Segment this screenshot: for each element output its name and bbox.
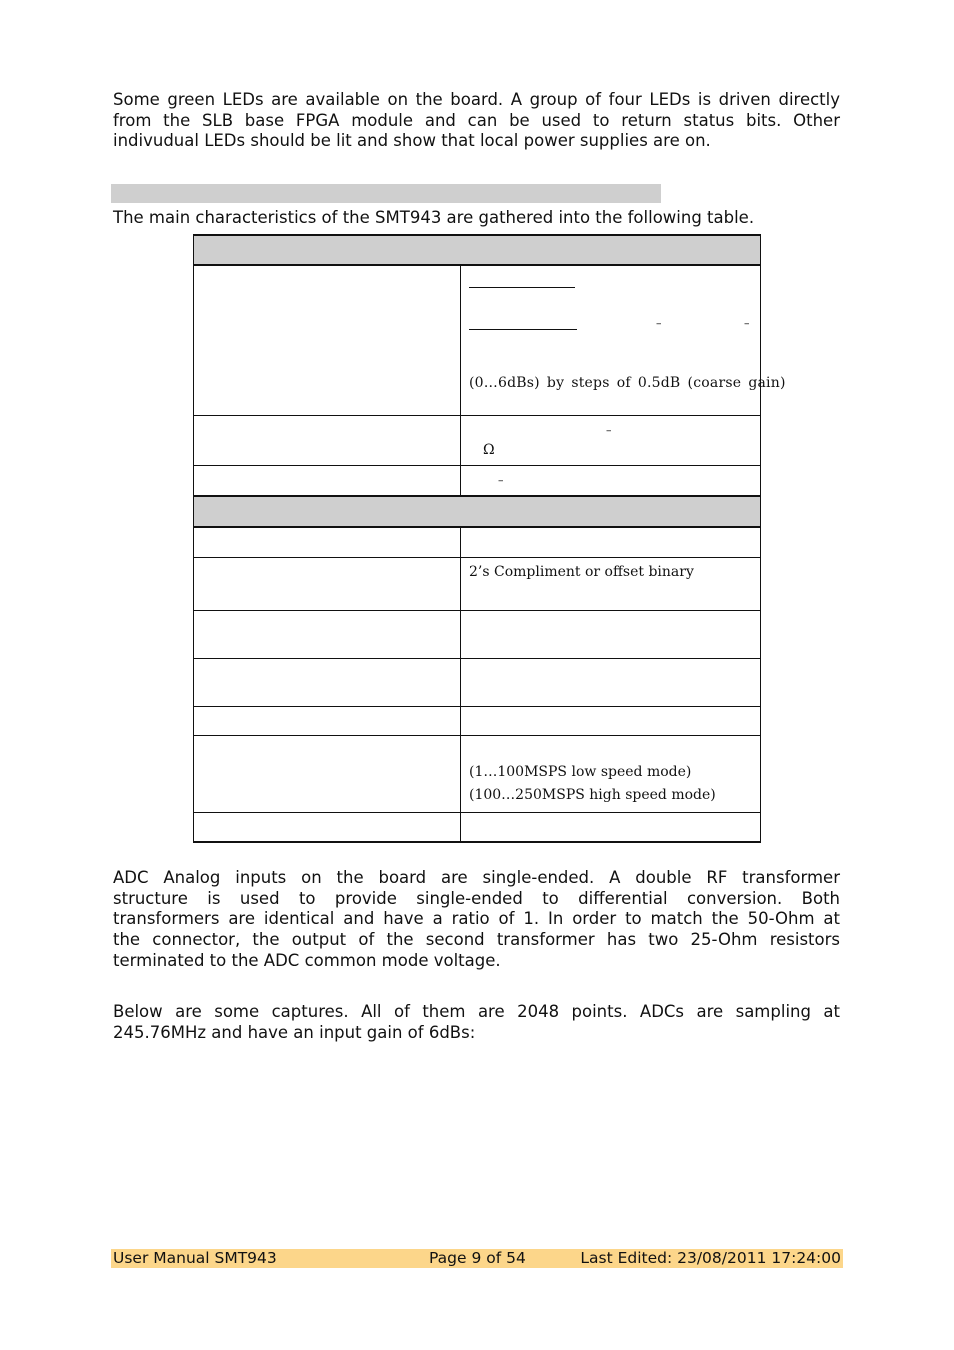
table-cell bbox=[461, 610, 761, 658]
section-heading-bar bbox=[111, 184, 661, 203]
text-line: transformers are identical and have a ratio of 1. In order to match the 50-Ohm at bbox=[113, 909, 840, 929]
table-intro: The main characteristics of the SMT943 are gathered into the following table. bbox=[113, 208, 755, 227]
table-section-header bbox=[194, 235, 761, 265]
speed-mode-low: (1…100MSPS low speed mode) bbox=[469, 763, 692, 780]
text-line: Below are some captures. All of them are 2048 points. ADCs are sampling at bbox=[113, 1002, 840, 1021]
table-cell bbox=[194, 706, 461, 735]
table-cell bbox=[461, 706, 761, 735]
footer-page-number: Page 9 of 54 bbox=[429, 1249, 526, 1267]
text-line: terminated to the ADC common mode voltage. bbox=[113, 950, 501, 970]
text-line: from the SLB base FPGA module and can be used to return status bits. Other bbox=[113, 110, 840, 130]
footer-last-edited: Last Edited: 23/08/2011 17:24:00 bbox=[580, 1249, 841, 1267]
ohm-symbol: Ω bbox=[483, 442, 495, 458]
table-cell bbox=[194, 466, 461, 497]
table-cell bbox=[194, 735, 461, 812]
paragraph-captures bbox=[113, 1002, 840, 1043]
gain-text: (0…6dBs) by steps of 0.5dB (coarse gain) bbox=[469, 375, 786, 391]
table-cell bbox=[461, 416, 761, 466]
table-cell bbox=[461, 735, 761, 812]
table-cell bbox=[461, 658, 761, 706]
text-line: Some green LEDs are available on the board. A group of four LEDs is driven directly bbox=[113, 90, 840, 109]
table-cell bbox=[194, 812, 461, 842]
table-cell bbox=[461, 265, 786, 416]
dash-mark: – bbox=[656, 317, 662, 330]
table-section-header bbox=[194, 496, 761, 527]
table-cell bbox=[461, 557, 761, 610]
table-cell bbox=[194, 610, 461, 658]
characteristics-table bbox=[193, 234, 786, 843]
text-line: indivudual LEDs should be lit and show that local power supplies are on. bbox=[113, 131, 711, 151]
table-cell bbox=[194, 265, 461, 416]
dash-mark: – bbox=[744, 317, 750, 330]
table-cell bbox=[461, 812, 761, 842]
text-line: structure is used to provide single-ended to differential conversion. Both bbox=[113, 888, 840, 908]
dash-mark: – bbox=[498, 474, 504, 487]
footer-document-title: User Manual SMT943 bbox=[113, 1249, 277, 1267]
paragraph-adc-inputs bbox=[113, 868, 840, 972]
speed-mode-high: (100…250MSPS high speed mode) bbox=[469, 786, 716, 803]
table-cell bbox=[194, 557, 461, 610]
text-line: 245.76MHz and have an input gain of 6dBs: bbox=[113, 1022, 476, 1042]
data-format-text: 2’s Compliment or offset binary bbox=[469, 563, 694, 580]
table-cell bbox=[461, 466, 761, 497]
table-cell bbox=[194, 527, 461, 557]
underline-mark bbox=[469, 329, 577, 330]
text-line: the connector, the output of the second transformer has two 25-Ohm resistors bbox=[113, 930, 840, 950]
table-cell bbox=[461, 527, 761, 557]
paragraph-leds bbox=[113, 90, 840, 152]
table-cell bbox=[194, 416, 461, 466]
underline-mark bbox=[469, 287, 575, 288]
table-cell bbox=[194, 658, 461, 706]
text-line: ADC Analog inputs on the board are single-ended. A double RF transformer bbox=[113, 868, 840, 887]
page-footer bbox=[111, 1249, 843, 1268]
dash-mark: – bbox=[606, 424, 612, 437]
